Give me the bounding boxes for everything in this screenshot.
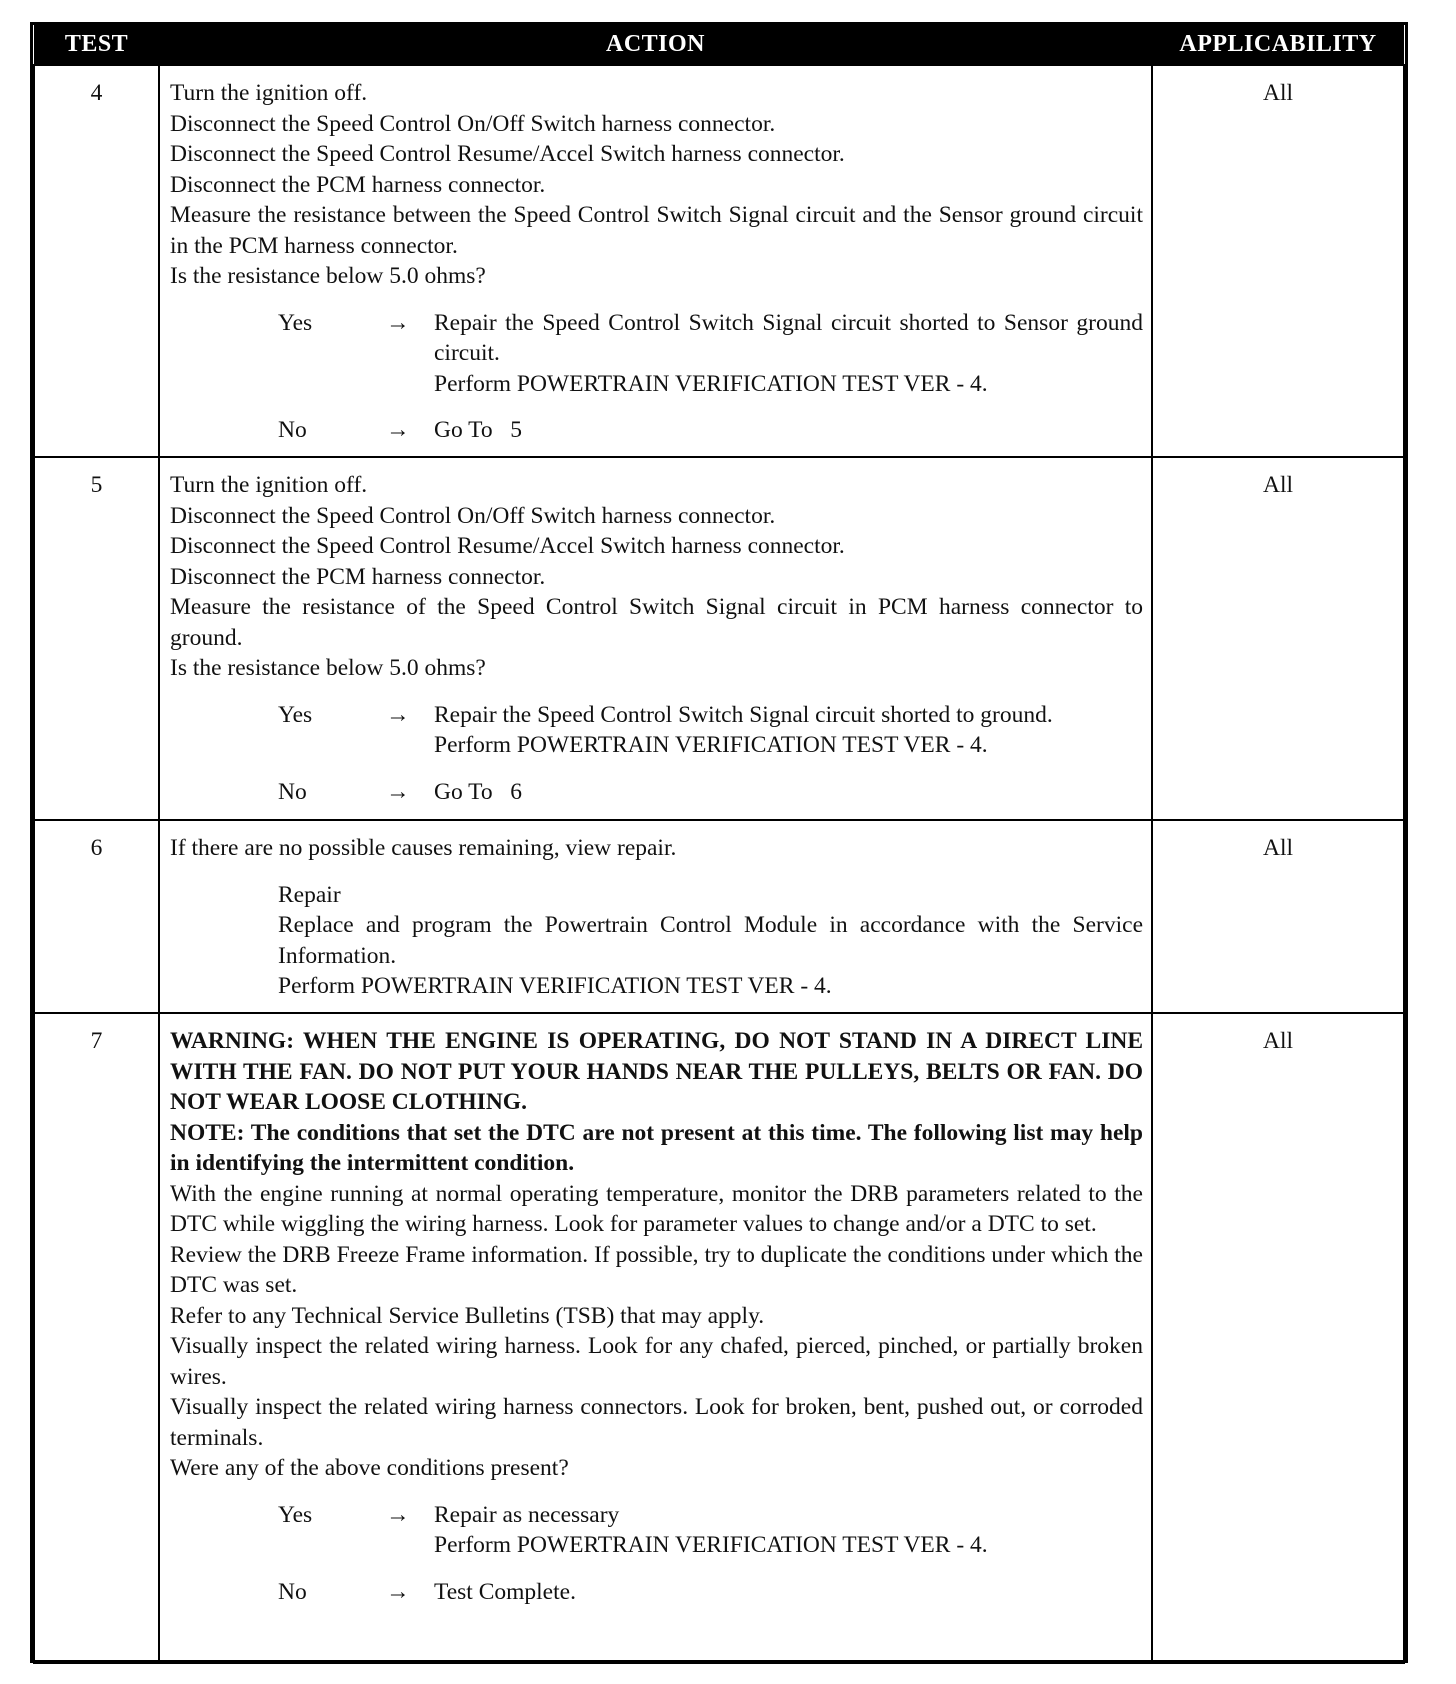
header-test: TEST	[34, 25, 159, 65]
diagnostic-test-table	[33, 25, 1405, 1664]
header-applicability: APPLICABILITY	[1152, 25, 1404, 65]
action-question: Is the resistance below 5.0 ohms?	[170, 263, 486, 289]
table-row-test-6	[34, 820, 1404, 1013]
test-number: 5	[34, 457, 159, 820]
no-response	[170, 415, 1143, 446]
action-step: Disconnect the PCM harness connector.	[170, 563, 546, 590]
action-cell	[159, 457, 1152, 820]
no-label: No	[278, 778, 307, 805]
action-step: Disconnect the PCM harness connector.	[170, 171, 546, 198]
action-step: Refer to any Technical Service Bulletins (TSB) that may apply.	[170, 1302, 765, 1329]
applicability-value: All	[1152, 65, 1404, 457]
yes-result-line: Repair as necessary	[434, 1501, 620, 1528]
no-label: No	[278, 1578, 307, 1605]
applicability-value: All	[1152, 820, 1404, 1013]
action-step: With the engine running at normal operating temperature, monitor the DRB parameters related to the DTC while wiggling the wiring harness. Look for parameter values to change and/or a DTC to set.	[170, 1180, 1143, 1237]
action-step: Review the DRB Freeze Frame information. If possible, try to duplicate the conditions under which the DTC was set.	[170, 1241, 1143, 1298]
action-step: Disconnect the Speed Control On/Off Switch harness connector.	[170, 110, 776, 137]
warning-text: WARNING: WHEN THE ENGINE IS OPERATING, DO NOT STAND IN A DIRECT LINE WITH THE FAN. DO NOT PUT YOUR HANDS NEAR THE PULLEYS, BELTS OR FAN. DO NOT WEAR LOOSE CLOTHING.	[170, 1028, 1143, 1115]
arrow-icon: →	[386, 1501, 410, 1528]
arrow-icon: →	[386, 417, 410, 443]
no-result: Test Complete.	[434, 1578, 576, 1605]
applicability-value: All	[1152, 1013, 1404, 1663]
test-number: 4	[34, 65, 159, 457]
action-step: If there are no possible causes remaining, view repair.	[170, 835, 677, 861]
header-action: ACTION	[159, 25, 1152, 65]
arrow-icon: →	[386, 778, 410, 805]
repair-line: Perform POWERTRAIN VERIFICATION TEST VER - 4.	[278, 973, 832, 999]
action-step: Turn the ignition off.	[170, 80, 368, 106]
note-text: NOTE: The conditions that set the DTC are not present at this time. The following list may help in identifying the intermittent condition.	[170, 1119, 1143, 1176]
action-step: Measure the resistance of the Speed Control Switch Signal circuit in PCM harness connector to ground.	[170, 594, 1143, 651]
yes-result	[434, 1500, 1143, 1561]
table-row-test-7	[34, 1013, 1404, 1663]
table-header-row	[34, 25, 1404, 65]
action-question: Were any of the above conditions present?	[170, 1455, 569, 1481]
action-step: Measure the resistance between the Speed Control Switch Signal circuit and the Sensor ground circuit in the PCM harness connector.	[170, 202, 1143, 259]
action-step: Disconnect the Speed Control Resume/Accel Switch harness connector.	[170, 533, 845, 559]
action-step: Turn the ignition off.	[170, 472, 368, 498]
no-response	[170, 777, 1143, 808]
yes-label: Yes	[278, 701, 313, 728]
repair-line: Replace and program the Powertrain Control Module in accordance with the Service Information.	[278, 912, 1143, 969]
action-cell	[159, 1013, 1152, 1663]
action-step: Disconnect the Speed Control Resume/Accel Switch harness connector.	[170, 141, 845, 167]
no-response	[170, 1577, 1143, 1608]
applicability-value: All	[1152, 457, 1404, 820]
no-label: No	[278, 417, 307, 443]
yes-response	[170, 700, 1143, 761]
yes-result-line: Perform POWERTRAIN VERIFICATION TEST VER - 4.	[434, 1532, 988, 1558]
yes-result-line: Perform POWERTRAIN VERIFICATION TEST VER - 4.	[434, 370, 988, 397]
table-row-test-4	[34, 65, 1404, 457]
action-step: Visually inspect the related wiring harness connectors. Look for broken, bent, pushed out, or corroded terminals.	[170, 1394, 1143, 1451]
action-cell	[159, 820, 1152, 1013]
no-result: Go To 6	[434, 778, 523, 805]
test-number: 7	[34, 1013, 159, 1663]
yes-response	[170, 1500, 1143, 1561]
arrow-icon: →	[386, 1578, 410, 1605]
yes-label: Yes	[278, 1501, 313, 1528]
yes-result-line: Repair the Speed Control Switch Signal circuit shorted to Sensor ground circuit.	[434, 309, 1143, 366]
repair-instructions	[170, 910, 1143, 1002]
yes-result	[434, 700, 1143, 761]
yes-result	[434, 308, 1143, 400]
action-step: Disconnect the Speed Control On/Off Switch harness connector.	[170, 502, 776, 529]
yes-label: Yes	[278, 309, 313, 336]
table-row-test-5	[34, 457, 1404, 820]
yes-result-line: Perform POWERTRAIN VERIFICATION TEST VER - 4.	[434, 732, 988, 758]
diagnostic-table-page	[30, 22, 1408, 1663]
arrow-icon: →	[386, 309, 410, 336]
yes-response	[170, 308, 1143, 400]
test-number: 6	[34, 820, 159, 1013]
repair-label: Repair	[278, 881, 341, 908]
action-cell	[159, 65, 1152, 457]
no-result: Go To 5	[434, 417, 523, 443]
action-step: Visually inspect the related wiring harness. Look for any chafed, pierced, pinched, or partially broken wires.	[170, 1333, 1143, 1390]
arrow-icon: →	[386, 701, 410, 728]
action-question: Is the resistance below 5.0 ohms?	[170, 655, 486, 681]
yes-result-line: Repair the Speed Control Switch Signal circuit shorted to ground.	[434, 701, 1053, 728]
